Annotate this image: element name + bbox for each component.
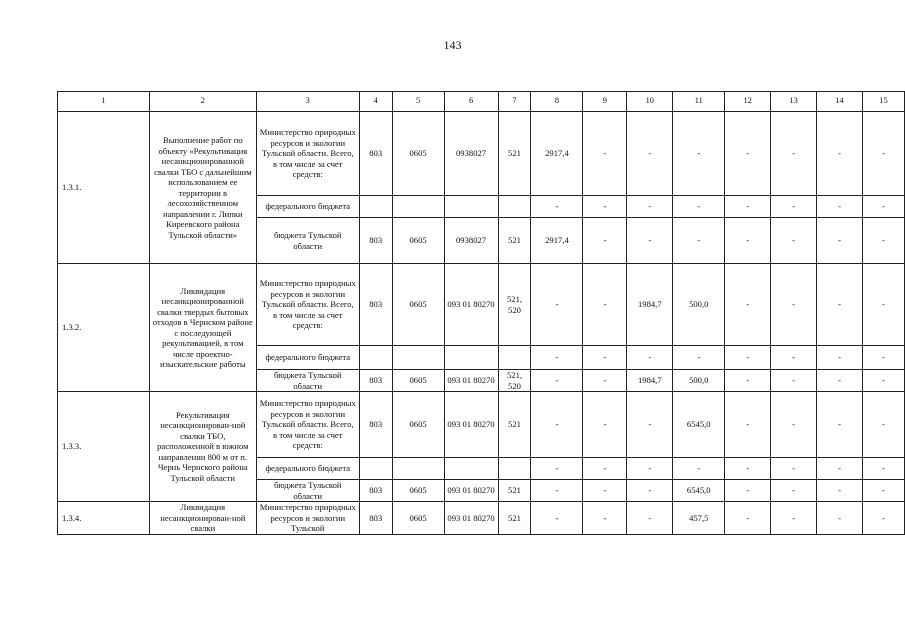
cell-c5	[392, 196, 444, 218]
cell-c14: -	[817, 502, 863, 535]
cell-c10: -	[627, 502, 673, 535]
cell-c5	[392, 458, 444, 480]
cell-c9: -	[583, 112, 627, 196]
cell-c15: -	[862, 346, 904, 370]
column-header: 9	[583, 92, 627, 112]
item-number: 1.3.3.	[58, 392, 150, 502]
cell-c14: -	[817, 264, 863, 346]
cell-c9: -	[583, 218, 627, 264]
cell-c11: 6545,0	[673, 392, 725, 458]
table-header-row	[58, 92, 905, 112]
cell-c13: -	[771, 218, 817, 264]
cell-c5: 0605	[392, 480, 444, 502]
cell-c8: -	[531, 502, 583, 535]
cell-c15: -	[862, 196, 904, 218]
cell-c14: -	[817, 370, 863, 392]
cell-c7: 521, 520	[498, 370, 531, 392]
column-header: 6	[444, 92, 498, 112]
cell-c5	[392, 346, 444, 370]
cell-c7: 521	[498, 112, 531, 196]
cell-c11: 500,0	[673, 370, 725, 392]
table-row	[58, 264, 905, 346]
column-header: 5	[392, 92, 444, 112]
cell-c11: -	[673, 112, 725, 196]
cell-c6: 093 01 80270	[444, 392, 498, 458]
cell-c9: -	[583, 392, 627, 458]
funding-source: бюджета Тульской области	[256, 480, 359, 502]
cell-c9: -	[583, 196, 627, 218]
cell-c7: 521	[498, 392, 531, 458]
cell-c10: -	[627, 346, 673, 370]
item-number: 1.3.4.	[58, 502, 150, 535]
cell-c12: -	[725, 112, 771, 196]
cell-c12: -	[725, 218, 771, 264]
cell-c14: -	[817, 196, 863, 218]
cell-c13: -	[771, 458, 817, 480]
cell-c7: 521, 520	[498, 264, 531, 346]
cell-c10: 1984,7	[627, 264, 673, 346]
item-name: Ликвидация несанкционирован-ной свалки	[149, 502, 256, 535]
cell-c5: 0605	[392, 264, 444, 346]
cell-c9: -	[583, 346, 627, 370]
cell-c4: 803	[359, 370, 392, 392]
cell-c11: -	[673, 458, 725, 480]
cell-c8: -	[531, 370, 583, 392]
cell-c13: -	[771, 112, 817, 196]
cell-c13: -	[771, 480, 817, 502]
cell-c10: -	[627, 392, 673, 458]
cell-c10: -	[627, 480, 673, 502]
cell-c5: 0605	[392, 218, 444, 264]
cell-c9: -	[583, 502, 627, 535]
cell-c8: -	[531, 264, 583, 346]
page-number: 143	[443, 38, 462, 52]
cell-c15: -	[862, 264, 904, 346]
cell-c6: 093 01 80270	[444, 370, 498, 392]
cell-c6: 093 01 80270	[444, 264, 498, 346]
cell-c12: -	[725, 480, 771, 502]
cell-c15: -	[862, 458, 904, 480]
cell-c10: -	[627, 112, 673, 196]
budget-table	[57, 91, 905, 535]
table-row	[58, 392, 905, 458]
cell-c5: 0605	[392, 112, 444, 196]
cell-c8: -	[531, 392, 583, 458]
table-row	[58, 112, 905, 196]
cell-c8: -	[531, 196, 583, 218]
cell-c9: -	[583, 264, 627, 346]
cell-c14: -	[817, 480, 863, 502]
cell-c15: -	[862, 392, 904, 458]
cell-c11: -	[673, 196, 725, 218]
cell-c6	[444, 196, 498, 218]
column-header: 1	[58, 92, 150, 112]
column-header: 2	[149, 92, 256, 112]
cell-c11: -	[673, 218, 725, 264]
funding-source: бюджета Тульской области	[256, 218, 359, 264]
cell-c7: 521	[498, 480, 531, 502]
cell-c12: -	[725, 458, 771, 480]
cell-c5: 0605	[392, 392, 444, 458]
cell-c4: 803	[359, 112, 392, 196]
cell-c6	[444, 346, 498, 370]
item-name: Выполнение работ по объекту «Рекультивация несанкционированной свалки ТБО с дальнейшим использованием ее территории в лесохозяйственном направлении г. Липки Киреевского района Тульской области»	[149, 112, 256, 264]
cell-c4: 803	[359, 218, 392, 264]
cell-c10: -	[627, 458, 673, 480]
table-row	[58, 502, 905, 535]
cell-c12: -	[725, 502, 771, 535]
column-header: 14	[817, 92, 863, 112]
funding-source: Министерство природных ресурсов и экологии Тульской	[256, 502, 359, 535]
cell-c15: -	[862, 502, 904, 535]
cell-c15: -	[862, 112, 904, 196]
cell-c15: -	[862, 218, 904, 264]
cell-c4	[359, 346, 392, 370]
cell-c13: -	[771, 370, 817, 392]
item-name: Ликвидация несанкционированной свалки твердых бытовых отходов в Чернском районе с последующей рекультивацией, в том числе проектно-изыскательские работы	[149, 264, 256, 392]
cell-c6: 0938027	[444, 218, 498, 264]
cell-c14: -	[817, 218, 863, 264]
cell-c13: -	[771, 346, 817, 370]
column-header: 11	[673, 92, 725, 112]
cell-c4: 803	[359, 264, 392, 346]
cell-c10: 1984,7	[627, 370, 673, 392]
column-header: 12	[725, 92, 771, 112]
cell-c6: 0938027	[444, 112, 498, 196]
cell-c5: 0605	[392, 370, 444, 392]
cell-c8: -	[531, 480, 583, 502]
cell-c6	[444, 458, 498, 480]
cell-c8: 2917,4	[531, 218, 583, 264]
cell-c11: 6545,0	[673, 480, 725, 502]
cell-c6: 093 01 80270	[444, 502, 498, 535]
cell-c13: -	[771, 502, 817, 535]
cell-c14: -	[817, 458, 863, 480]
cell-c12: -	[725, 392, 771, 458]
cell-c10: -	[627, 196, 673, 218]
funding-source: федерального бюджета	[256, 346, 359, 370]
cell-c4	[359, 196, 392, 218]
cell-c8: 2917,4	[531, 112, 583, 196]
cell-c12: -	[725, 264, 771, 346]
funding-source: Министерство природных ресурсов и экологии Тульской области. Всего, в том числе за счет средств:	[256, 112, 359, 196]
column-header: 3	[256, 92, 359, 112]
cell-c12: -	[725, 346, 771, 370]
item-number: 1.3.1.	[58, 112, 150, 264]
cell-c11: 500,0	[673, 264, 725, 346]
cell-c13: -	[771, 264, 817, 346]
item-number: 1.3.2.	[58, 264, 150, 392]
funding-source: Министерство природных ресурсов и экологии Тульской области. Всего, в том числе за счет средств:	[256, 264, 359, 346]
funding-source: Министерство природных ресурсов и экологии Тульской области. Всего, в том числе за счет средств:	[256, 392, 359, 458]
funding-source: федерального бюджета	[256, 196, 359, 218]
column-header: 7	[498, 92, 531, 112]
cell-c8: -	[531, 346, 583, 370]
cell-c14: -	[817, 392, 863, 458]
funding-source: бюджета Тульской области	[256, 370, 359, 392]
cell-c4	[359, 458, 392, 480]
cell-c9: -	[583, 458, 627, 480]
cell-c11: -	[673, 346, 725, 370]
column-header: 13	[771, 92, 817, 112]
cell-c8: -	[531, 458, 583, 480]
funding-source: федерального бюджета	[256, 458, 359, 480]
cell-c4: 803	[359, 392, 392, 458]
cell-c7: 521	[498, 218, 531, 264]
column-header: 8	[531, 92, 583, 112]
cell-c7: 521	[498, 502, 531, 535]
cell-c13: -	[771, 392, 817, 458]
cell-c9: -	[583, 370, 627, 392]
cell-c7	[498, 346, 531, 370]
cell-c15: -	[862, 480, 904, 502]
cell-c12: -	[725, 370, 771, 392]
item-name: Рекультивация несанкционирован-ной свалки ТБО, расположенной в южном направлении 800 м от п. Чернь Чернского района Тульской области	[149, 392, 256, 502]
cell-c9: -	[583, 480, 627, 502]
column-header: 4	[359, 92, 392, 112]
cell-c10: -	[627, 218, 673, 264]
column-header: 15	[862, 92, 904, 112]
cell-c14: -	[817, 112, 863, 196]
cell-c12: -	[725, 196, 771, 218]
column-header: 10	[627, 92, 673, 112]
cell-c7	[498, 196, 531, 218]
cell-c11: 457,5	[673, 502, 725, 535]
cell-c6: 093 01 80270	[444, 480, 498, 502]
cell-c14: -	[817, 346, 863, 370]
cell-c7	[498, 458, 531, 480]
cell-c15: -	[862, 370, 904, 392]
cell-c5: 0605	[392, 502, 444, 535]
cell-c13: -	[771, 196, 817, 218]
cell-c4: 803	[359, 480, 392, 502]
cell-c4: 803	[359, 502, 392, 535]
